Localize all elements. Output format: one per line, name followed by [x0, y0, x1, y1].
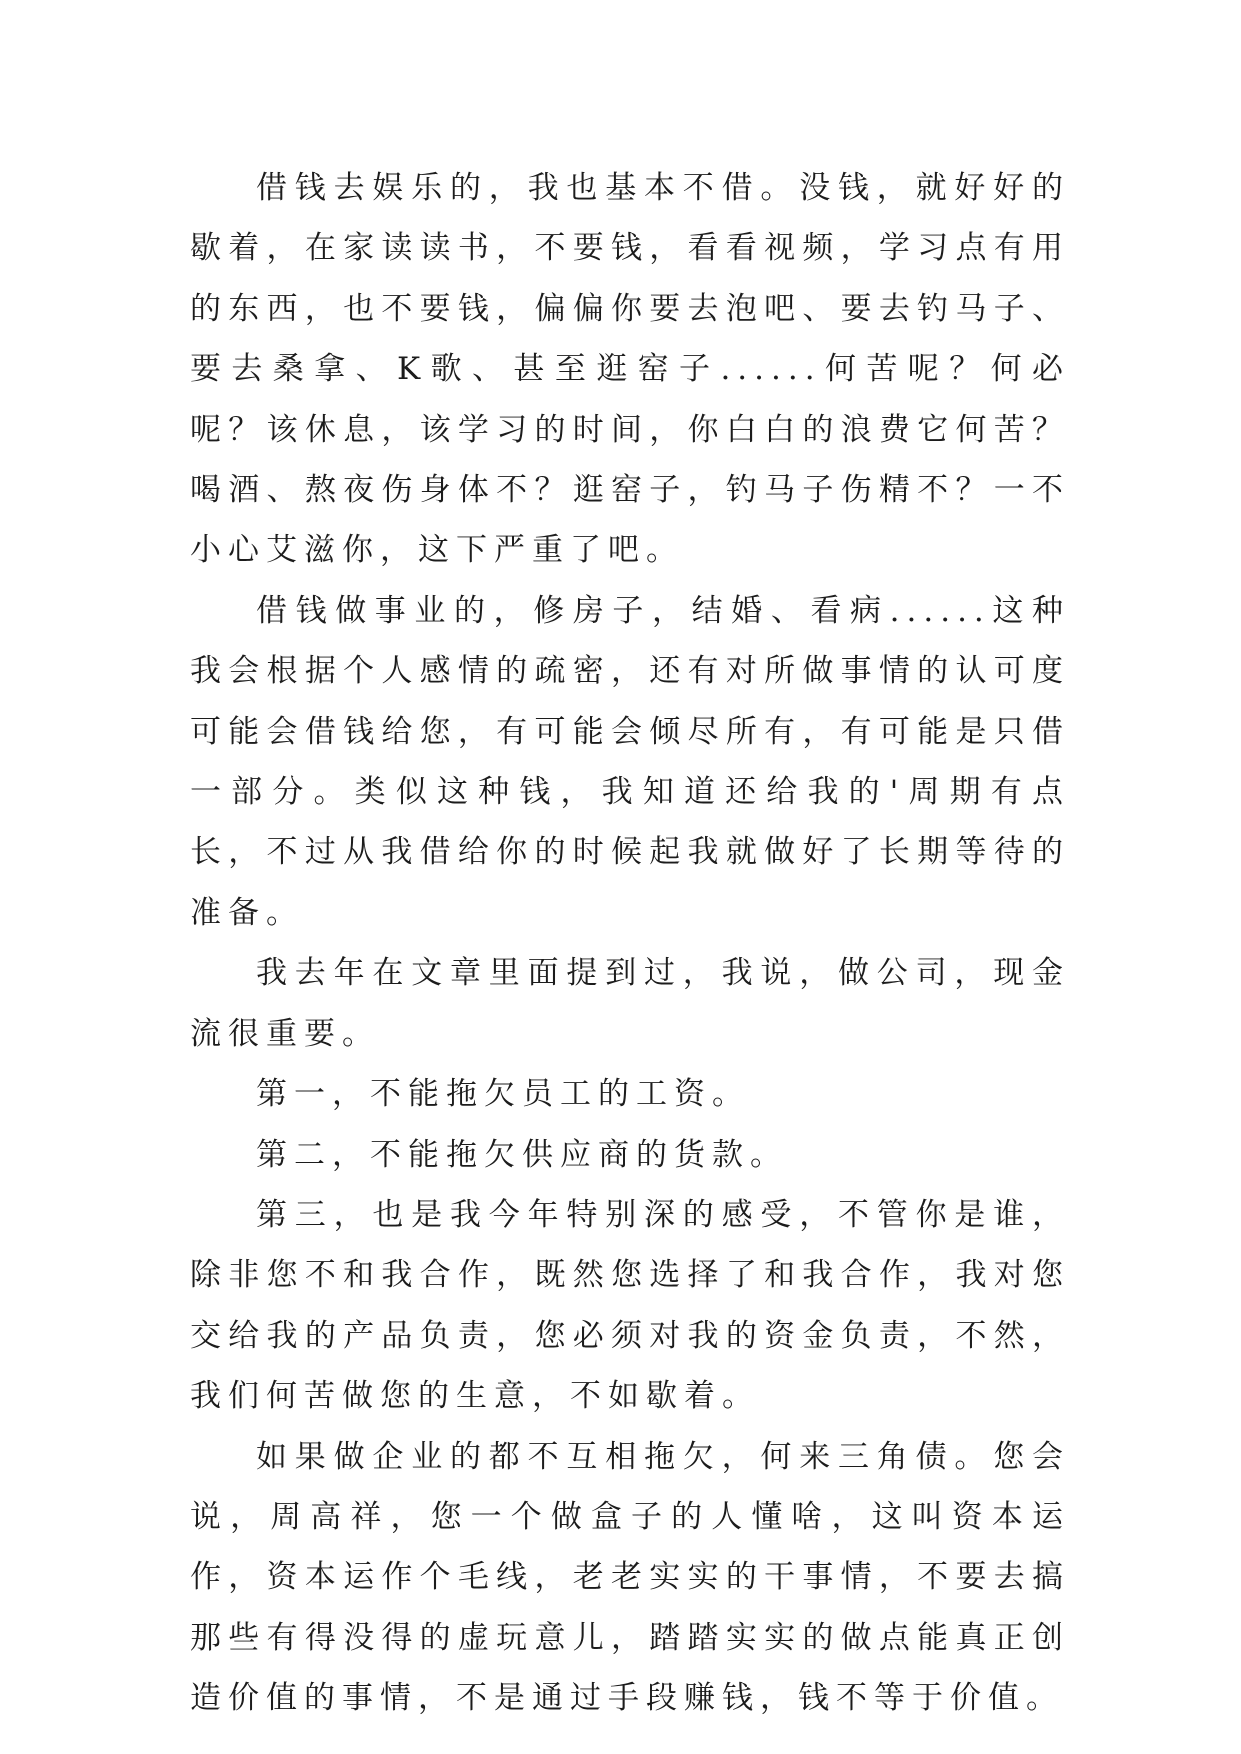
paragraph-borrow-for-entertainment: 借钱去娱乐的，我也基本不借。没钱，就好好的歇着，在家读读书，不要钱，看看视频，学习点有用的东西，也不要钱，偏偏你要去泡吧、要去钓马子、要去桑拿、K歌、甚至逛窑子......何苦呢？何必呢？该休息，该学习的时间，你白白的浪费它何苦？喝酒、熬夜伤身体不？逛窑子，钓马子伤精不？一不小心艾滋你，这下严重了吧。 [190, 170, 1070, 569]
paragraph-triangular-debt: 如果做企业的都不互相拖欠，何来三角债。您会说，周高祥，您一个做盒子的人懂啥，这叫资本运作，资本运作个毛线，老老实实的干事情，不要去搞那些有得没得的虚玩意儿，踏踏实实的做点能真正创造价值的事情，不是通过手段赚钱，钱不等于价值。 [190, 1438, 1070, 1717]
document-body [190, 158, 1070, 1729]
paragraph-cash-flow: 我去年在文章里面提到过，我说，做公司，现金流很重要。 [190, 955, 1070, 1052]
paragraph-point-three: 第三，也是我今年特别深的感受，不管你是谁，除非您不和我合作，既然您选择了和我合作，我对您交给我的产品负责，您必须对我的资金负责，不然，我们何苦做您的生意，不如歇着。 [190, 1196, 1070, 1415]
paragraph-point-one: 第一，不能拖欠员工的工资。 [256, 1076, 750, 1113]
paragraph-borrow-for-career: 借钱做事业的，修房子，结婚、看病......这种我会根据个人感情的疏密，还有对所做事情的认可度可能会借钱给您，有可能会倾尽所有，有可能是只借一部分。类似这种钱，我知道还给我的'周期有点长，不过从我借给你的时候起我就做好了长期等待的准备。 [190, 592, 1070, 931]
paragraph-point-two: 第二，不能拖欠供应商的货款。 [256, 1136, 788, 1173]
